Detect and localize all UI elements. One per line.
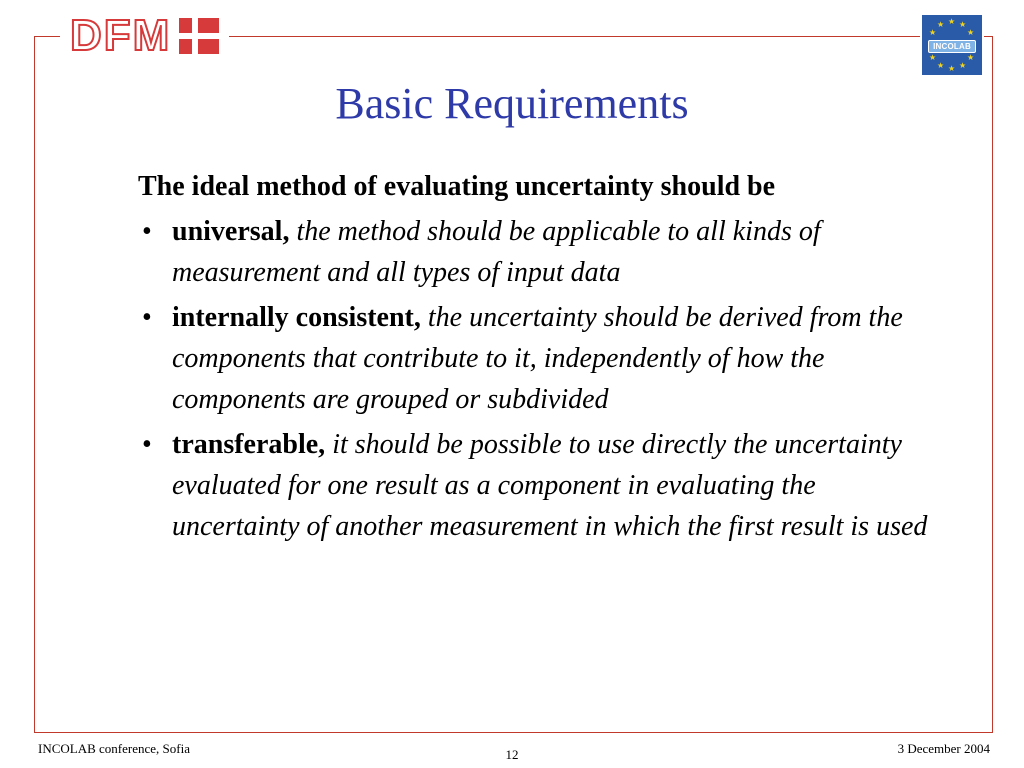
bullet-description: the uncertainty should be derived from the components that contribute to it, independently of how the components are grouped or subdivided — [172, 302, 903, 415]
bullet-icon: • — [142, 429, 152, 460]
star-icon: ★ — [959, 61, 967, 70]
star-icon: ★ — [967, 28, 975, 37]
bullet-term: internally consistent, — [172, 302, 428, 333]
bullet-description: it should be possible to use directly the uncertainty evaluated for one result as a component in evaluating the uncertainty of another measurement in which the first result is used — [172, 429, 928, 542]
incolab-logo — [920, 13, 984, 77]
star-icon: ★ — [959, 20, 967, 29]
slide-body — [138, 166, 938, 551]
danish-flag-icon — [179, 18, 219, 54]
incolab-band — [928, 40, 976, 53]
dfm-logo — [60, 11, 229, 60]
star-icon: ★ — [948, 64, 956, 73]
list-item — [138, 211, 938, 293]
star-icon: ★ — [929, 53, 937, 62]
dfm-logo-text: DFM — [70, 11, 172, 60]
star-icon: ★ — [937, 20, 945, 29]
incolab-logo-text: INCOLAB — [933, 42, 971, 51]
star-icon: ★ — [929, 28, 937, 37]
bullet-term: universal, — [172, 216, 297, 247]
footer-conference: INCOLAB conference, Sofia — [38, 741, 190, 756]
star-icon: ★ — [937, 61, 945, 70]
slide-title: Basic Requirements — [335, 79, 689, 128]
footer-date: 3 December 2004 — [897, 741, 990, 756]
footer-page-number: 12 — [505, 747, 519, 762]
star-icon: ★ — [948, 17, 956, 26]
intro-text: The ideal method of evaluating uncertainty should be — [138, 171, 776, 202]
bullet-description: the method should be applicable to all kinds of measurement and all types of input data — [172, 216, 821, 288]
requirements-list — [138, 211, 938, 547]
list-item — [138, 424, 938, 547]
bullet-term: transferable, — [172, 429, 333, 460]
bullet-icon: • — [142, 216, 152, 247]
star-icon: ★ — [967, 53, 975, 62]
bullet-icon: • — [142, 302, 152, 333]
list-item — [138, 297, 938, 420]
